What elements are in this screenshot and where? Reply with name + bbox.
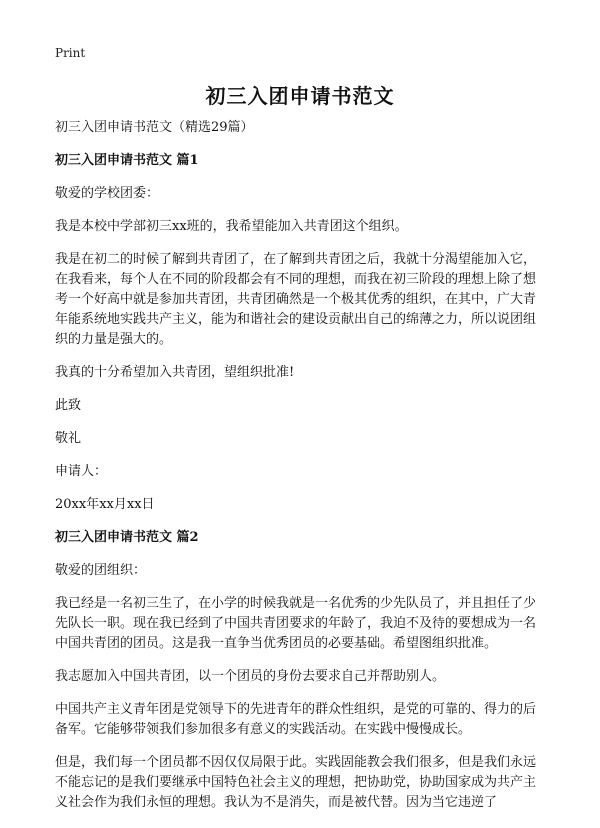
section-heading: 初三入团申请书范文 篇2 bbox=[55, 530, 199, 545]
paragraph: 但是，我们每一个团员都不因仅仅局限于此。实践固能教会我们很多，但是我们永远不能忘记的是我们要继承中国特色社会主义的理想，把协助党，协助国家成为共产主义社会作为我们永恒的理想。我认为不是消失，而是被代替。因为当它违逆了 bbox=[55, 755, 537, 810]
salutation: 敬爱的学校团委： bbox=[55, 186, 160, 201]
document-subtitle: 初三入团申请书范文（精选29篇） bbox=[55, 120, 254, 135]
paragraph: 我真的十分希望加入共青团，望组织批准! bbox=[55, 365, 295, 380]
document-body bbox=[55, 118, 547, 826]
paragraph: 我是本校中学部初三xx班的，我希望能加入共青团这个组织。 bbox=[55, 219, 408, 234]
paragraph: 中国共产主义青年团是党领导下的先进青年的群众性组织，是党的可靠的、得力的后备军。它能够带领我们参加很多有意义的实践活动。在实践中慢慢成长。 bbox=[55, 702, 537, 737]
applicant-line: 申请人： bbox=[55, 464, 108, 479]
closing-line: 此致 bbox=[55, 398, 82, 413]
document-title: 初三入团申请书范文 bbox=[205, 84, 395, 108]
closing-line: 敬礼 bbox=[55, 431, 82, 446]
paragraph: 我是在初二的时候了解到共青团了，在了解到共青团之后，我就十分渴望能加入它，在我看来，每个人在不同的阶段都会有不同的理想，而我在初三阶段的理想上除了想考一个好高中就是参加共青团，共青团确然是一个极其优秀的组织，在其中，广大青年能系统地实践共产主义，能为和谐社会的建设贡献出自己的绵薄之力，所以说团组织的力量是强大的。 bbox=[55, 252, 537, 347]
print-link[interactable]: Print bbox=[55, 46, 86, 60]
paragraph: 我志愿加入中国共青团，以一个团员的身份去要求自己并帮助别人。 bbox=[55, 669, 446, 684]
section-heading: 初三入团申请书范文 篇1 bbox=[55, 153, 199, 168]
salutation: 敬爱的团组织： bbox=[55, 563, 147, 578]
paragraph: 我已经是一名初三生了，在小学的时候我就是一名优秀的少先队员了，并且担任了少先队长一职。现在我已经到了中国共青团要求的年龄了，我迫不及待的要想成为一名中国共青团的团员。这是我一直争当优秀团员的必要基础。希望图组织批准。 bbox=[55, 596, 537, 651]
date-line: 20xx年xx月xx日 bbox=[55, 497, 155, 512]
